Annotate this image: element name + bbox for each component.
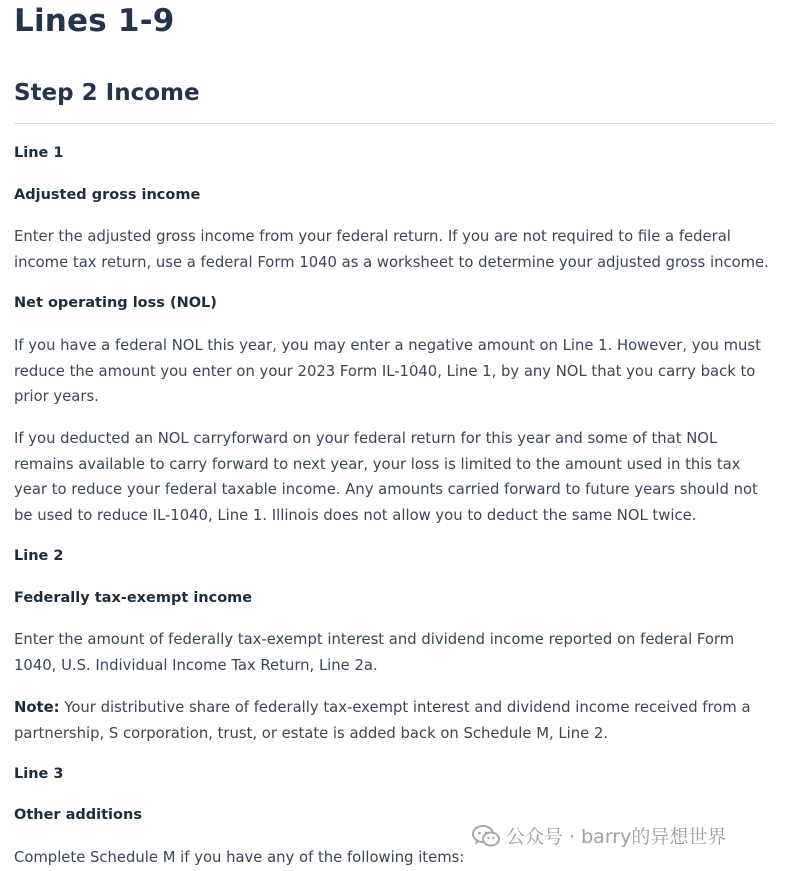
- fte-heading: Federally tax-exempt income: [14, 590, 253, 606]
- nol-heading: Net operating loss (NOL): [14, 295, 217, 311]
- agi-paragraph: Enter the adjusted gross income from your federal return. If you are not required to file a federal income tax return, use a federal Form 1040 as a worksheet to determine your adjusted gross income.: [14, 228, 769, 271]
- wechat-icon: [472, 824, 500, 848]
- nol-paragraph-2: If you deducted an NOL carryforward on your federal return for this year and some of that NOL remains available to carry forward to next year, your loss is limited to the amount used in this tax year to reduce your federal taxable income. Any amounts carried forward to future years should not be used to reduce IL-1040, Line 1. Illinois does not allow you to deduct the same NOL twice.: [14, 430, 758, 525]
- page-title: Lines 1-9: [14, 3, 175, 39]
- note-prefix: Note:: [14, 699, 60, 716]
- watermark-text: 公众号 · barry的异想世界: [506, 826, 727, 848]
- watermark: [472, 822, 726, 849]
- line-3-label: Line 3: [14, 766, 64, 782]
- agi-heading: Adjusted gross income: [14, 187, 201, 203]
- line-2-label: Line 2: [14, 548, 64, 564]
- other-additions-heading: Other additions: [14, 807, 142, 823]
- fte-paragraph: Enter the amount of federally tax-exempt interest and dividend income reported on federal Form 1040, U.S. Individual Income Tax Return, Line 2a.: [14, 631, 735, 674]
- note-paragraph: [14, 695, 774, 746]
- divider: [14, 123, 774, 124]
- section-heading: Step 2 Income: [14, 80, 200, 106]
- nol-paragraph-1: If you have a federal NOL this year, you may enter a negative amount on Line 1. However, you must reduce the amount you enter on your 2023 Form IL-1040, Line 1, by any NOL that you carry back to prior years.: [14, 337, 761, 406]
- line-1-label: Line 1: [14, 145, 64, 161]
- note-text: Your distributive share of federally tax-exempt interest and dividend income received from a partnership, S corporation, trust, or estate is added back on Schedule M, Line 2.: [14, 699, 751, 742]
- other-additions-paragraph: Complete Schedule M if you have any of the following items:: [14, 849, 465, 866]
